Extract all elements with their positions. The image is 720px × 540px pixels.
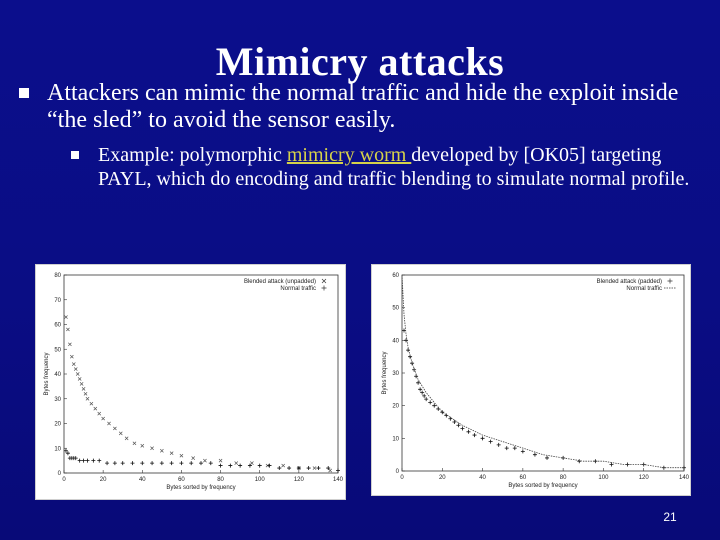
legend-entry: Blended attack (padded) [596, 279, 662, 285]
x-tick-label: 100 [598, 475, 609, 481]
y-tick-label: 20 [54, 421, 61, 428]
x-tick-label: 80 [559, 475, 567, 481]
x-tick-label: 80 [217, 477, 224, 483]
data-point-plus [74, 456, 78, 460]
data-point-x [203, 459, 206, 462]
data-point-x [150, 447, 153, 450]
data-point-x [74, 367, 77, 370]
data-point-x [119, 432, 122, 435]
x-axis-label: Bytes sorted by frequency [508, 483, 578, 489]
x-tick-label: 20 [99, 477, 107, 483]
data-point-plus [460, 427, 464, 431]
data-point-plus [258, 464, 262, 468]
data-point-plus [189, 461, 193, 465]
data-point-x [180, 454, 183, 457]
data-point-x [102, 417, 105, 420]
data-point-plus [113, 461, 117, 465]
data-point-plus [489, 440, 493, 444]
legend-plus-marker [322, 286, 327, 291]
data-point-plus [121, 461, 125, 465]
data-point-plus [82, 459, 86, 463]
y-tick-label: 30 [54, 396, 61, 403]
data-point-plus [577, 459, 581, 463]
data-point-x [113, 427, 116, 430]
data-point-x [192, 457, 195, 460]
x-tick-label: 100 [254, 477, 265, 483]
data-point-plus [277, 466, 281, 470]
data-point-plus [418, 387, 422, 391]
y-tick-label: 60 [392, 273, 399, 279]
x-tick-label: 0 [400, 475, 404, 481]
data-point-plus [424, 397, 428, 401]
data-point-plus [404, 338, 408, 342]
data-point-plus [432, 404, 436, 408]
data-point-plus [420, 391, 424, 395]
legend-x-marker [322, 279, 326, 283]
data-point-plus [505, 446, 509, 450]
data-point-plus [64, 449, 68, 453]
data-point-plus [160, 461, 164, 465]
data-point-x [133, 442, 136, 445]
square-bullet-icon [19, 88, 29, 98]
data-point-plus [406, 348, 410, 352]
data-point-x [98, 412, 101, 415]
page-number: 21 [663, 510, 677, 524]
data-point-x [86, 397, 89, 400]
data-point-plus [326, 466, 330, 470]
x-tick-label: 120 [293, 477, 304, 483]
data-point-plus [105, 461, 109, 465]
y-tick-label: 10 [392, 436, 399, 443]
chart-left-svg [36, 265, 345, 499]
data-point-plus [521, 449, 525, 453]
x-tick-label: 120 [638, 475, 649, 481]
data-point-plus [481, 436, 485, 440]
series-line [402, 275, 684, 468]
data-point-x [219, 459, 222, 462]
bullet-1 [47, 80, 697, 134]
x-axis-label: Bytes sorted by frequency [166, 485, 236, 491]
data-point-plus [150, 461, 154, 465]
x-tick-label: 20 [438, 475, 446, 481]
y-axis-label: Bytes frequency [382, 351, 388, 395]
y-tick-label: 70 [54, 297, 61, 304]
data-point-x [72, 363, 75, 366]
data-point-plus [97, 459, 101, 463]
data-point-x [78, 377, 81, 380]
chart-right-svg [372, 265, 690, 495]
data-point-x [282, 464, 285, 467]
data-point-plus [473, 433, 477, 437]
x-tick-label: 60 [519, 475, 527, 481]
y-tick-label: 30 [392, 371, 399, 377]
bullet-2-prefix: Example: polymorphic [98, 144, 287, 166]
x-tick-label: 60 [178, 477, 185, 483]
y-tick-label: 10 [54, 446, 61, 453]
data-point-plus [140, 461, 144, 465]
data-point-plus [307, 466, 311, 470]
data-point-plus [428, 400, 432, 404]
data-point-x [82, 387, 85, 390]
data-point-plus [209, 461, 213, 465]
data-point-plus [131, 461, 135, 465]
legend-entry: Normal traffic [626, 286, 662, 292]
data-point-x [170, 452, 173, 455]
data-point-x [70, 355, 73, 358]
data-point-x [250, 462, 253, 465]
y-tick-label: 50 [392, 305, 399, 312]
data-point-x [64, 315, 67, 318]
mimicry-worm-link[interactable]: mimicry worm [286, 144, 412, 166]
data-point-plus [248, 464, 252, 468]
data-point-plus [228, 464, 232, 468]
y-tick-label: 0 [395, 469, 399, 475]
slide-title: Mimicry attacks [215, 39, 505, 84]
data-point-plus [85, 459, 89, 463]
bullet-2-suffix: developed by [OK05] targeting PAYL, which do encoding and traffic blending to simulate normal profile. [98, 144, 690, 190]
data-point-plus [533, 453, 537, 457]
data-point-x [160, 449, 163, 452]
bullet-2 [98, 143, 698, 191]
y-tick-label: 50 [54, 347, 61, 354]
data-point-x [94, 407, 97, 410]
data-point-x [107, 422, 110, 425]
data-point-plus [316, 466, 320, 470]
data-point-x [313, 466, 316, 469]
data-point-x [66, 328, 69, 331]
data-point-plus [66, 451, 70, 455]
data-point-x [84, 392, 87, 395]
x-tick-label: 40 [138, 477, 146, 483]
data-point-plus [422, 394, 426, 398]
data-point-x [68, 343, 71, 346]
data-point-plus [91, 459, 95, 463]
data-point-plus [268, 464, 272, 468]
plot-frame [402, 275, 684, 471]
data-point-plus [497, 443, 501, 447]
x-tick-label: 140 [332, 477, 344, 483]
y-axis-label: Bytes frequency [44, 352, 50, 396]
x-tick-label: 40 [479, 475, 486, 481]
data-point-x [235, 462, 238, 465]
legend-entry: Normal traffic [280, 286, 316, 292]
data-point-plus [513, 446, 517, 450]
legend-plus-marker [668, 279, 673, 284]
plot-frame [64, 275, 338, 473]
x-tick-label: 140 [678, 475, 690, 481]
data-point-plus [545, 456, 549, 460]
square-bullet-icon [71, 151, 79, 159]
y-tick-label: 60 [54, 322, 61, 329]
data-point-plus [219, 464, 223, 468]
data-point-x [141, 444, 144, 447]
data-point-plus [336, 469, 340, 473]
data-point-x [90, 402, 93, 405]
data-point-x [76, 372, 79, 375]
y-tick-label: 20 [392, 403, 399, 410]
data-point-plus [238, 464, 242, 468]
data-point-plus [287, 466, 291, 470]
chart-left [35, 264, 346, 500]
data-point-x [80, 382, 83, 385]
y-tick-label: 40 [392, 338, 399, 345]
data-point-plus [179, 461, 183, 465]
data-point-plus [78, 459, 82, 463]
x-tick-label: 0 [62, 477, 66, 483]
y-tick-label: 80 [54, 273, 61, 279]
chart-right [371, 264, 691, 496]
data-point-plus [199, 461, 203, 465]
data-point-plus [170, 461, 174, 465]
y-tick-label: 40 [54, 372, 61, 378]
data-point-plus [466, 430, 470, 434]
data-point-x [329, 469, 332, 472]
data-point-x [125, 437, 128, 440]
y-tick-label: 0 [57, 471, 61, 477]
legend-entry: Blended attack (unpadded) [243, 279, 316, 285]
bullet-1-text: Attackers can mimic the normal traffic and hide the exploit inside “the sled” to avoid the sensor easily. [47, 80, 679, 133]
